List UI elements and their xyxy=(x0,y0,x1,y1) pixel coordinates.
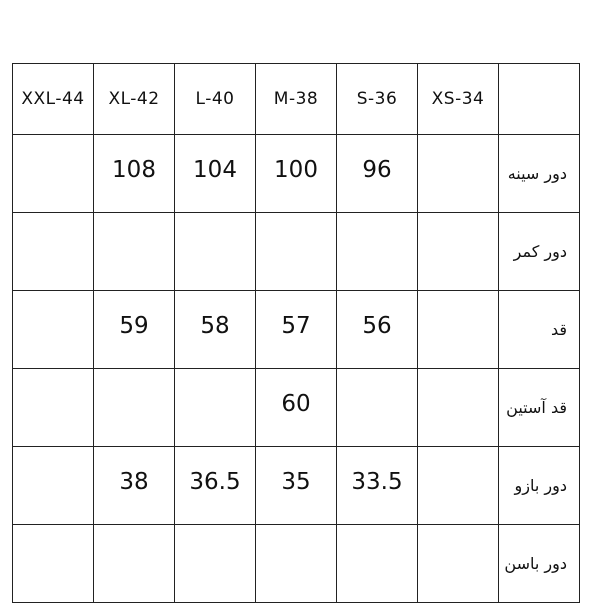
size-header-cell: S-36 xyxy=(337,64,418,135)
measurement-cell xyxy=(175,213,256,291)
measurement-cell: 100 xyxy=(256,135,337,213)
measurement-label: قد xyxy=(499,291,580,369)
measurement-label: دور سینه xyxy=(499,135,580,213)
measurement-cell xyxy=(94,213,175,291)
measurement-cell xyxy=(13,447,94,525)
measurement-cell: 96 xyxy=(337,135,418,213)
measurement-cell xyxy=(418,447,499,525)
size-header-cell: XS-34 xyxy=(418,64,499,135)
measurement-cell xyxy=(337,525,418,603)
measurement-cell xyxy=(418,525,499,603)
measurement-cell xyxy=(13,135,94,213)
measurement-label: دور کمر xyxy=(499,213,580,291)
measurement-cell xyxy=(175,369,256,447)
size-header-cell: L-40 xyxy=(175,64,256,135)
measurement-cell xyxy=(337,213,418,291)
measurement-cell xyxy=(418,213,499,291)
measurement-cell: 59 xyxy=(94,291,175,369)
corner-cell xyxy=(499,64,580,135)
size-chart-table xyxy=(12,63,580,603)
measurement-label: قد آستین xyxy=(499,369,580,447)
header-row xyxy=(13,64,580,135)
measurement-cell: 33.5 xyxy=(337,447,418,525)
measurement-label: دور بازو xyxy=(499,447,580,525)
measurement-cell: 38 xyxy=(94,447,175,525)
measurement-cell xyxy=(337,369,418,447)
measurement-cell xyxy=(13,525,94,603)
table-row xyxy=(13,369,580,447)
measurement-cell: 108 xyxy=(94,135,175,213)
table-row xyxy=(13,135,580,213)
size-header-cell: M-38 xyxy=(256,64,337,135)
measurement-cell: 35 xyxy=(256,447,337,525)
size-header-cell: XXL-44 xyxy=(13,64,94,135)
measurement-label: دور باسن xyxy=(499,525,580,603)
measurement-cell: 57 xyxy=(256,291,337,369)
measurement-cell xyxy=(13,291,94,369)
measurement-cell xyxy=(256,525,337,603)
measurement-cell xyxy=(175,525,256,603)
table-row xyxy=(13,213,580,291)
size-header-cell: XL-42 xyxy=(94,64,175,135)
measurement-cell xyxy=(256,213,337,291)
table-row xyxy=(13,525,580,603)
table-row xyxy=(13,447,580,525)
measurement-cell xyxy=(13,213,94,291)
measurement-cell xyxy=(94,525,175,603)
measurement-cell: 56 xyxy=(337,291,418,369)
measurement-cell xyxy=(94,369,175,447)
measurement-cell xyxy=(418,369,499,447)
measurement-cell: 104 xyxy=(175,135,256,213)
measurement-cell: 36.5 xyxy=(175,447,256,525)
measurement-cell xyxy=(13,369,94,447)
measurement-cell: 58 xyxy=(175,291,256,369)
measurement-cell: 60 xyxy=(256,369,337,447)
measurement-cell xyxy=(418,291,499,369)
measurement-cell xyxy=(418,135,499,213)
table-row xyxy=(13,291,580,369)
